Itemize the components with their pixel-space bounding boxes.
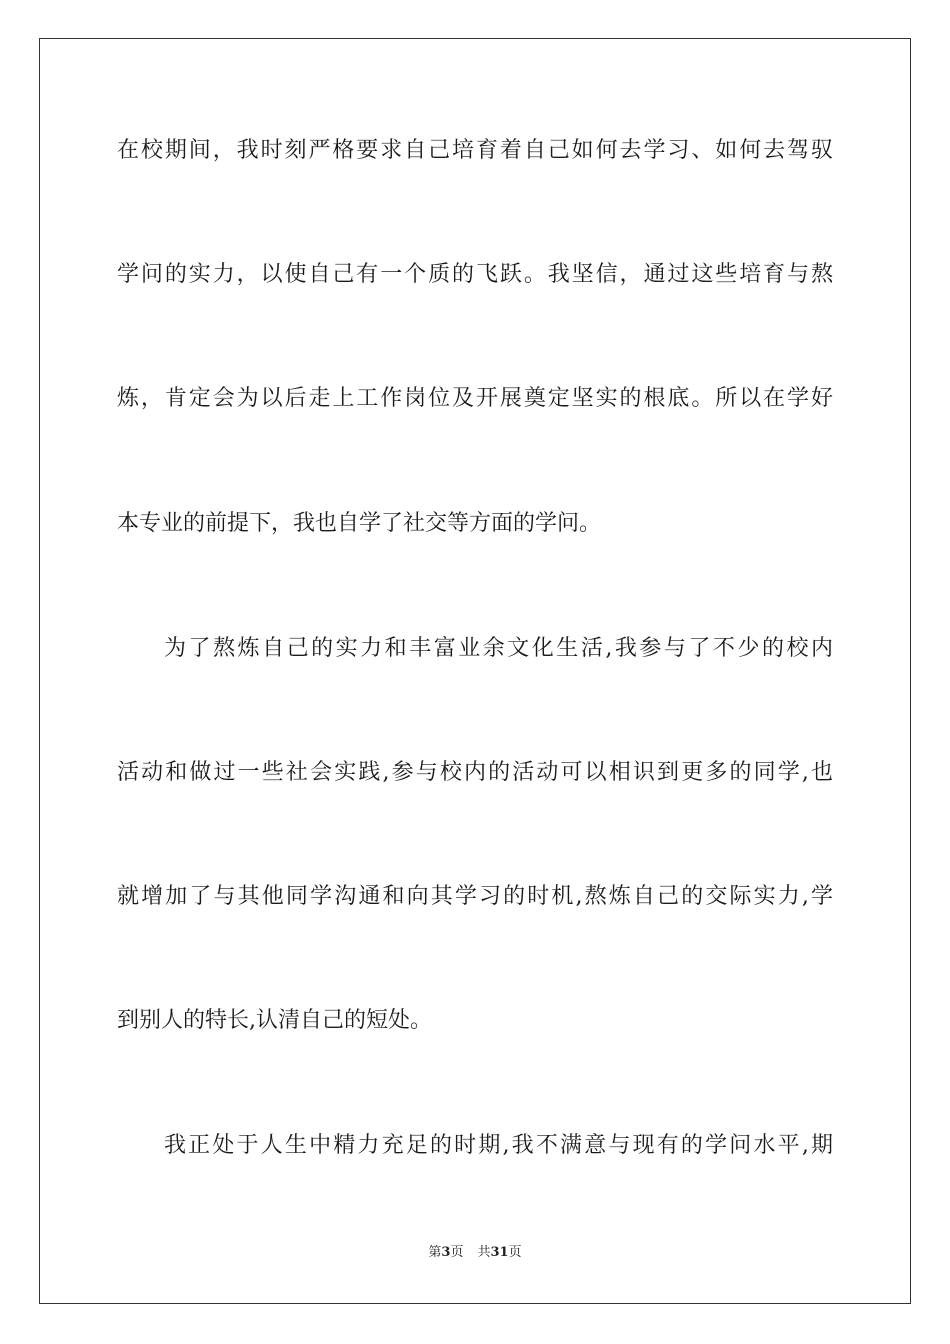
total-prefix: 共	[477, 1245, 491, 1260]
page-footer	[0, 1243, 950, 1263]
text-line-7: 就增加了与其他同学沟通和向其学习的时机,熬炼自己的交际实力,学	[117, 884, 833, 909]
text-line-3: 炼，肯定会为以后走上工作岗位及开展奠定坚实的根底。所以在学好	[117, 386, 833, 411]
page-prefix: 第	[428, 1245, 442, 1260]
total-suffix: 页	[508, 1245, 522, 1260]
text-line-6: 活动和做过一些社会实践,参与校内的活动可以相识到更多的同学,也	[117, 760, 833, 785]
text-line-2: 学问的实力，以使自己有一个质的飞跃。我坚信，通过这些培育与熬	[117, 262, 833, 287]
text-line-4: 本专业的前提下，我也自学了社交等方面的学问。	[117, 511, 602, 536]
text-line-8: 到别人的特长,认清自己的短处。	[117, 1008, 432, 1033]
text-line-1: 在校期间，我时刻严格要求自己培育着自己如何去学习、如何去驾驭	[117, 138, 833, 163]
text-line-5: 为了熬炼自己的实力和丰富业余文化生活,我参与了不少的校内	[164, 636, 833, 661]
total-pages: 31	[490, 1245, 509, 1260]
page-border	[39, 38, 911, 1304]
page-number: 3	[441, 1245, 451, 1260]
page-suffix: 页	[450, 1245, 464, 1260]
text-line-9: 我正处于人生中精力充足的时期,我不满意与现有的学问水平,期	[164, 1133, 833, 1158]
